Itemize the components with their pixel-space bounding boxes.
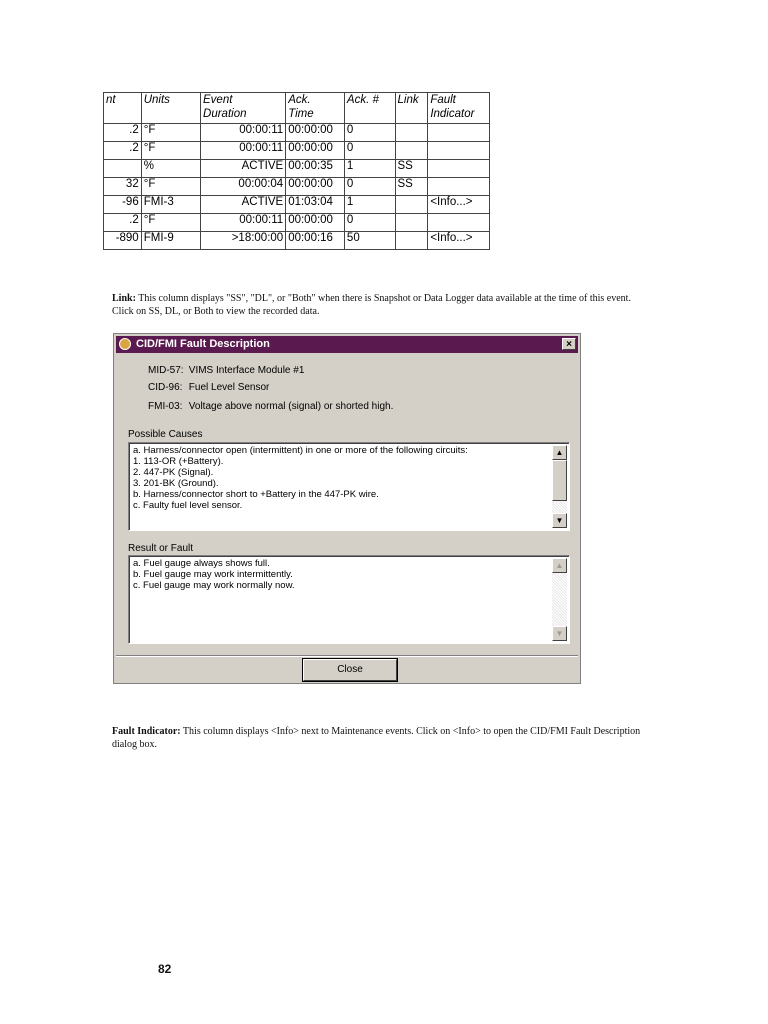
table-cell: 00:00:11 [201, 142, 286, 160]
table-row[interactable] [104, 124, 490, 142]
close-button[interactable]: Close [303, 659, 397, 681]
table-row[interactable] [104, 142, 490, 160]
page-number: 82 [158, 962, 172, 976]
result-line: b. Fuel gauge may work intermittently. [133, 569, 293, 580]
fault-indicator-cell[interactable]: <Info...> [428, 232, 490, 250]
table-cell: 1 [344, 196, 395, 214]
header-cell: Fault Indicator [428, 93, 490, 124]
cid-label: CID-96: [148, 382, 183, 393]
header-cell: Ack. # [344, 93, 395, 124]
link-cell [395, 142, 428, 160]
cause-line: 3. 201-BK (Ground). [133, 478, 219, 489]
cause-line: 1. 113-OR (+Battery). [133, 456, 224, 467]
table-row[interactable] [104, 160, 490, 178]
table-cell: FMI-9 [141, 232, 200, 250]
app-icon [119, 338, 131, 350]
fault-indicator-cell [428, 160, 490, 178]
link-term: Link: [112, 293, 136, 304]
table-cell: °F [141, 124, 200, 142]
possible-causes-textbox[interactable] [128, 442, 570, 531]
table-cell: -96 [104, 196, 142, 214]
table-cell: °F [141, 142, 200, 160]
fault-indicator-cell [428, 214, 490, 232]
causes-scrollbar[interactable] [552, 445, 567, 528]
link-cell [395, 196, 428, 214]
link-description [112, 292, 642, 318]
link-text: This column displays "SS", "DL", or "Both" when there is Snapshot or Data Logger data available at the time of this event. Click on SS, DL, or Both to view the recorded data. [112, 293, 631, 317]
table-cell: 0 [344, 124, 395, 142]
cid-value: Fuel Level Sensor [188, 382, 270, 393]
header-cell: Event Duration [201, 93, 286, 124]
cid-line [148, 382, 269, 393]
table-cell: 00:00:11 [201, 124, 286, 142]
table-cell: °F [141, 178, 200, 196]
table-cell: 00:00:00 [286, 178, 345, 196]
fault-description-dialog [113, 333, 581, 684]
header-cell: Ack. Time [286, 93, 345, 124]
event-table-screenshot [106, 92, 499, 251]
table-cell: 00:00:16 [286, 232, 345, 250]
table-cell: 00:00:11 [201, 214, 286, 232]
dialog-title: CID/FMI Fault Description [136, 338, 270, 350]
mid-line [148, 365, 304, 376]
close-icon[interactable]: × [562, 338, 576, 350]
table-cell: 00:00:04 [201, 178, 286, 196]
result-line: a. Fuel gauge always shows full. [133, 558, 270, 569]
fault-indicator-cell [428, 178, 490, 196]
mid-label: MID-57: [148, 365, 184, 376]
scroll-down-icon[interactable]: ▼ [552, 626, 567, 641]
table-cell: 50 [344, 232, 395, 250]
table-row[interactable] [104, 196, 490, 214]
table-cell: FMI-3 [141, 196, 200, 214]
fmi-label: FMI-03: [148, 401, 183, 412]
link-cell [395, 214, 428, 232]
table-cell: ACTIVE [201, 160, 286, 178]
scroll-up-icon[interactable]: ▲ [552, 558, 567, 573]
mid-value: VIMS Interface Module #1 [188, 365, 305, 376]
scroll-down-icon[interactable]: ▼ [552, 513, 567, 528]
table-cell: 32 [104, 178, 142, 196]
fault-indicator-cell[interactable]: <Info...> [428, 196, 490, 214]
table-cell: 00:00:35 [286, 160, 345, 178]
dialog-titlebar[interactable] [116, 336, 578, 353]
table-cell: 00:00:00 [286, 142, 345, 160]
cause-line: c. Faulty fuel level sensor. [133, 500, 243, 511]
footer-divider [116, 655, 578, 657]
link-cell[interactable]: SS [395, 178, 428, 196]
table-cell: °F [141, 214, 200, 232]
table-row[interactable] [104, 214, 490, 232]
table-row[interactable] [104, 232, 490, 250]
table-cell: 00:00:00 [286, 214, 345, 232]
table-cell: 1 [344, 160, 395, 178]
table-cell: .2 [104, 142, 142, 160]
cause-line: b. Harness/connector short to +Battery in the 447-PK wire. [133, 489, 379, 500]
table-cell: ACTIVE [201, 196, 286, 214]
table-cell: >18:00:00 [201, 232, 286, 250]
table-cell: .2 [104, 214, 142, 232]
table-cell: 00:00:00 [286, 124, 345, 142]
table-cell: .2 [104, 124, 142, 142]
table-cell: 0 [344, 178, 395, 196]
cause-line: 2. 447-PK (Signal). [133, 467, 214, 478]
fault-indicator-cell [428, 142, 490, 160]
header-cell: nt [104, 93, 142, 124]
table-header-row [104, 93, 490, 124]
result-scrollbar[interactable] [552, 558, 567, 641]
link-cell [395, 124, 428, 142]
scroll-thumb[interactable] [552, 460, 567, 501]
fmi-line [148, 401, 393, 412]
header-cell: Link [395, 93, 428, 124]
possible-causes-label: Possible Causes [128, 429, 203, 440]
table-cell: -890 [104, 232, 142, 250]
event-table [103, 92, 490, 250]
link-cell [395, 232, 428, 250]
fault-indicator-text: This column displays <Info> next to Maintenance events. Click on <Info> to open the CID/FMI Fault Description dialog box. [112, 726, 641, 750]
table-cell: % [141, 160, 200, 178]
result-line: c. Fuel gauge may work normally now. [133, 580, 295, 591]
fault-indicator-cell [428, 124, 490, 142]
fault-indicator-description [112, 725, 642, 751]
result-or-fault-label: Result or Fault [128, 543, 194, 554]
scroll-up-icon[interactable]: ▲ [552, 445, 567, 460]
table-cell: 01:03:04 [286, 196, 345, 214]
fmi-value: Voltage above normal (signal) or shorted high. [188, 401, 394, 412]
table-cell: 0 [344, 142, 395, 160]
table-row[interactable] [104, 178, 490, 196]
header-cell: Units [141, 93, 200, 124]
result-or-fault-textbox[interactable] [128, 555, 570, 644]
link-cell[interactable]: SS [395, 160, 428, 178]
table-cell [104, 160, 142, 178]
table-cell: 0 [344, 214, 395, 232]
fault-indicator-term: Fault Indicator: [112, 726, 181, 737]
cause-line: a. Harness/connector open (intermittent) in one or more of the following circuits: [133, 445, 468, 456]
